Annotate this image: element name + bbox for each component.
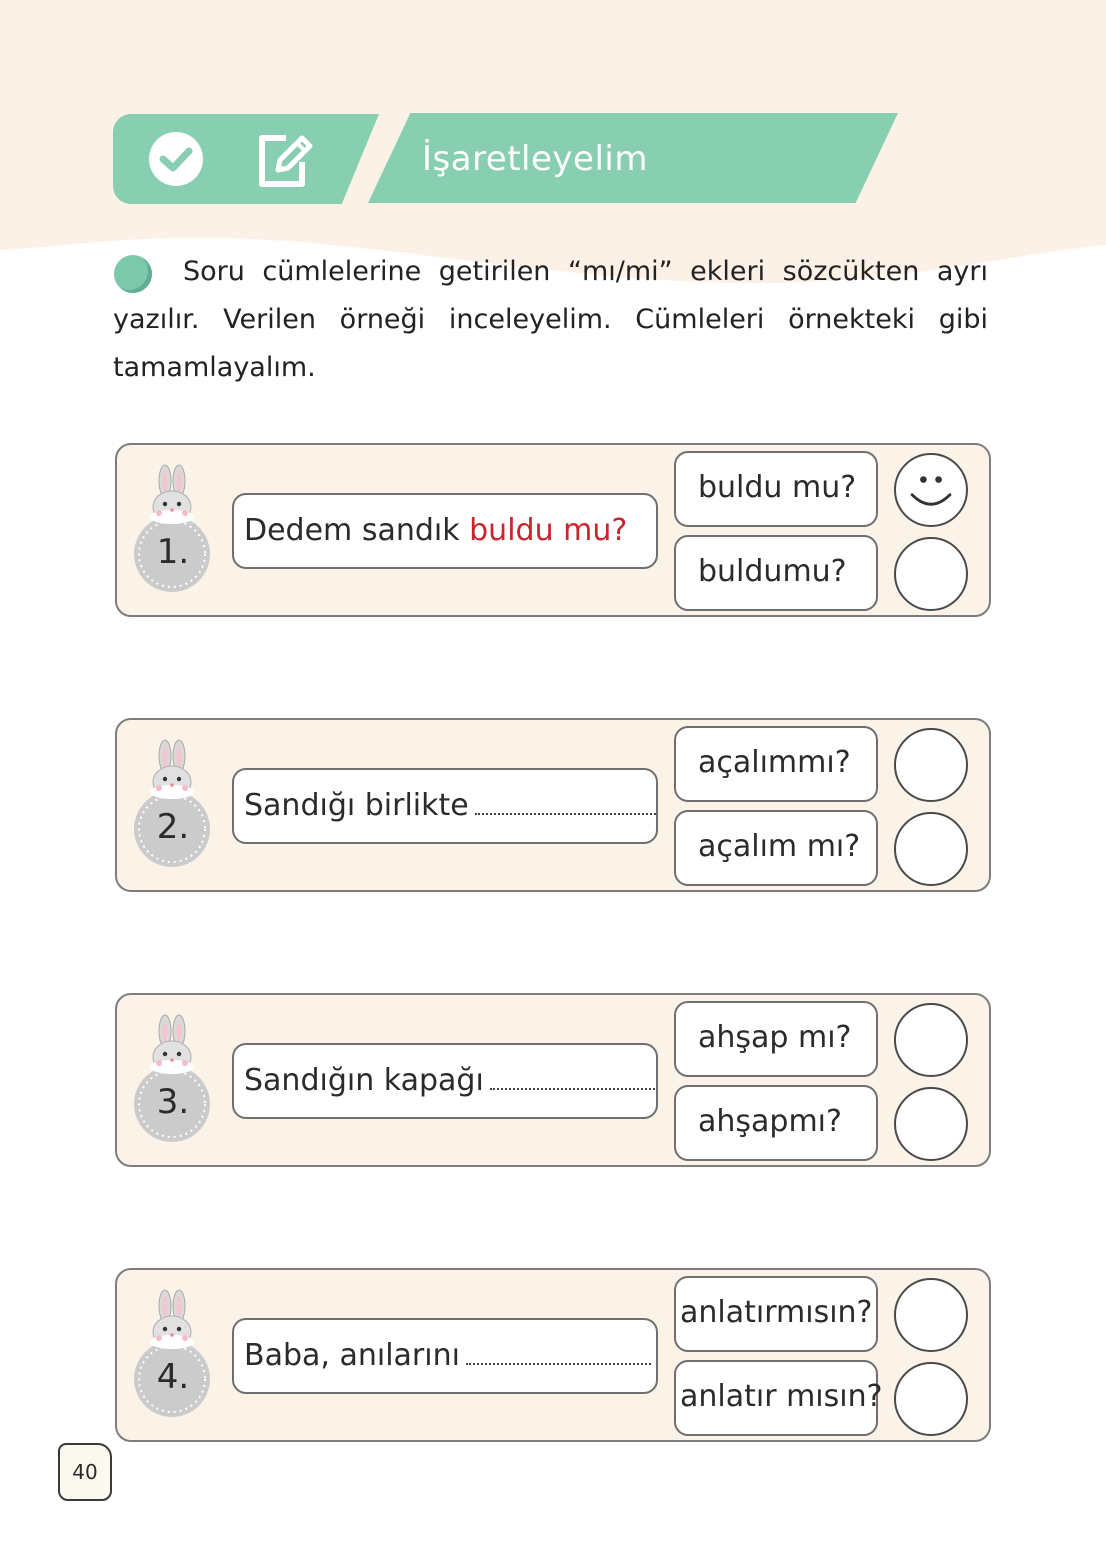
sentence-box-3 xyxy=(232,1043,658,1119)
choice-circle-4b[interactable] xyxy=(894,1362,968,1436)
sentence-text: Sandığın kapağı xyxy=(244,1063,484,1098)
sentence-box-1 xyxy=(232,493,658,569)
choice-circle-3b[interactable] xyxy=(894,1087,968,1161)
option-1a[interactable]: buldu mu? xyxy=(674,451,878,527)
sentence-text: Baba, anılarını xyxy=(244,1338,460,1373)
option-4a[interactable]: anlatırmısın? xyxy=(674,1276,878,1352)
option-3b[interactable]: ahşapmı? xyxy=(674,1085,878,1161)
option-2b[interactable]: açalım mı? xyxy=(674,810,878,886)
bunny-icon xyxy=(133,1288,215,1420)
bunny-icon xyxy=(133,463,215,595)
page-number: 40 xyxy=(58,1443,112,1501)
option-1b[interactable]: buldumu? xyxy=(674,535,878,611)
choice-circle-3a[interactable] xyxy=(894,1003,968,1077)
item-number: 4. xyxy=(156,1357,190,1397)
choice-circle-4a[interactable] xyxy=(894,1278,968,1352)
bunny-icon xyxy=(133,1013,215,1145)
sentence-box-4 xyxy=(232,1318,658,1394)
item-number: 3. xyxy=(156,1082,190,1122)
item-number: 2. xyxy=(156,807,190,847)
choice-circle-2a[interactable] xyxy=(894,728,968,802)
option-4b[interactable]: anlatır mısın? xyxy=(674,1360,878,1436)
item-number: 1. xyxy=(156,532,190,572)
bunny-icon xyxy=(133,738,215,870)
option-2a[interactable]: açalımmı? xyxy=(674,726,878,802)
smiley-icon[interactable] xyxy=(894,453,968,527)
option-3a[interactable]: ahşap mı? xyxy=(674,1001,878,1077)
edit-icon xyxy=(256,130,314,188)
sentence-box-2 xyxy=(232,768,658,844)
answer-blank[interactable] xyxy=(475,803,658,815)
answer-blank[interactable] xyxy=(466,1353,651,1365)
instruction-text: Soru cümlelerine getirilen “mı/mi” ekleri sözcükten ayrı yazılır. Verilen örneği inceleyelim. Cümleleri örnekteki gibi tamamlayalım. xyxy=(113,256,988,383)
check-circle-icon xyxy=(148,131,204,187)
sentence-text: Sandığı birlikte xyxy=(244,788,469,823)
choice-circle-1b[interactable] xyxy=(894,537,968,611)
sentence-text: Dedem sandık xyxy=(244,513,470,548)
choice-circle-2b[interactable] xyxy=(894,812,968,886)
page-title: İşaretleyelim xyxy=(422,139,648,179)
answer-text: buldu mu? xyxy=(469,513,628,548)
answer-blank[interactable] xyxy=(490,1078,658,1090)
